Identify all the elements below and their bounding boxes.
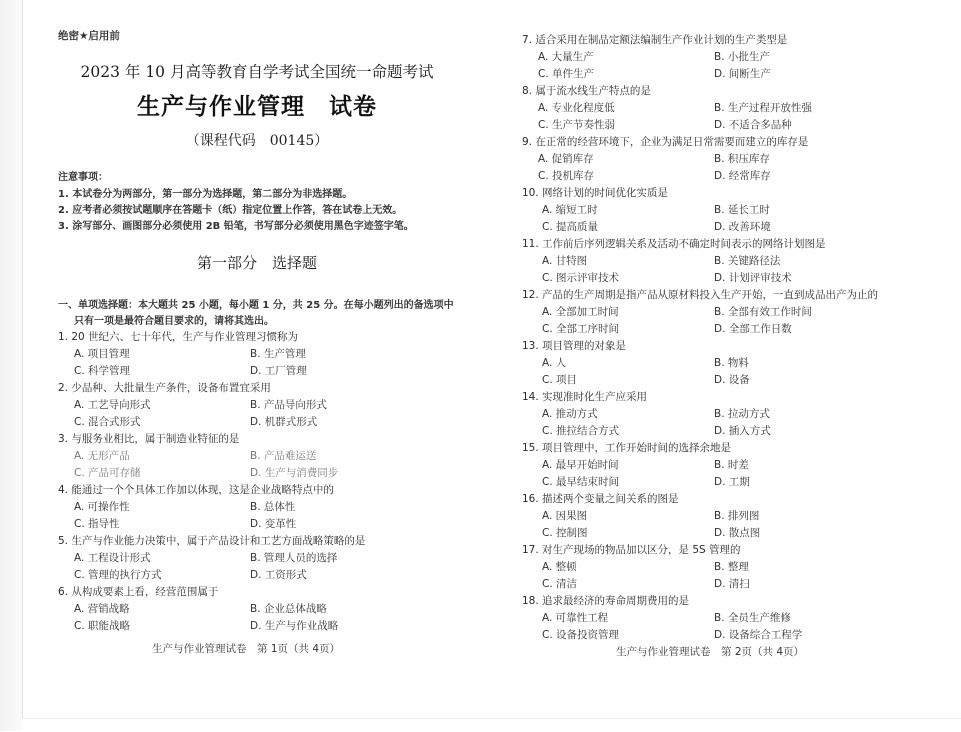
instruction-line: 一、单项选择题：本大题共 25 小题，每小题 1 分，共 25 分。在每小题列出的备选项中 [58,300,454,311]
option-b: B. 总体性 [250,501,296,513]
question-stem: 15. 项目管理中，工作开始时间的选择余地是 [522,442,732,454]
page-footer: 生产与作业管理试卷 第 2页（共 4页） [616,646,805,658]
question-stem: 18. 追求最经济的寿命周期费用的是 [522,595,690,607]
option-b: B. 全员生产维修 [714,612,791,624]
option-b: B. 延长工时 [714,204,770,216]
option-c: C. 产品可存储 [74,467,141,479]
question-stem: 1. 20 世纪六、七十年代，生产与作业管理习惯称为 [58,331,299,343]
option-a: A. 推动方式 [542,408,598,420]
option-d: D. 生产与作业战略 [250,620,339,632]
option-a: A. 营销战略 [74,603,130,615]
option-b: B. 生产管理 [250,348,306,360]
question-stem: 14. 实现准时化生产应采用 [522,391,648,403]
option-a: A. 工艺导向形式 [74,399,151,411]
option-d: D. 工资形式 [250,569,307,581]
option-a: A. 项目管理 [74,348,130,360]
question-stem: 3. 与服务业相比，属于制造业特征的是 [58,433,240,445]
option-b: B. 物料 [714,357,749,369]
note-item: 1. 本试卷分为两部分，第一部分为选择题，第二部分为非选择题。 [58,189,353,200]
option-b: B. 生产过程开放性强 [714,102,812,114]
option-b: B. 全部有效工作时间 [714,306,812,318]
question-stem: 16. 描述两个变量之间关系的图是 [522,493,679,505]
option-a: A. 大量生产 [538,51,594,63]
option-d: D. 清扫 [714,578,750,590]
instruction-line: 只有一项是最符合题目要求的，请将其选出。 [74,316,274,327]
option-a: A. 缩短工时 [542,204,598,216]
exam-page-2 [492,0,961,718]
option-c: C. 提高质量 [542,221,599,233]
option-a: A. 因果图 [542,510,588,522]
option-d: D. 改善环境 [714,221,771,233]
option-c: C. 职能战略 [74,620,131,632]
option-c: C. 最早结束时间 [542,476,620,488]
option-c: C. 管理的执行方式 [74,569,162,581]
option-b: B. 产品导向形式 [250,399,327,411]
option-d: D. 变革性 [250,518,297,530]
question-stem: 12. 产品的生产周期是指产品从原材料投入生产开始，一直到成品出产为止的 [522,289,879,301]
notes-title: 注意事项： [58,172,108,183]
option-d: D. 全部工作日数 [714,323,792,335]
option-b: B. 积压库存 [714,153,770,165]
option-b: B. 关键路径法 [714,255,781,267]
option-d: D. 不适合多品种 [714,119,792,131]
note-item: 2. 应考者必须按试题顺序在答题卡（纸）指定位置上作答，答在试卷上无效。 [58,205,403,216]
option-b: B. 管理人员的选择 [250,552,338,564]
option-d: D. 经常库存 [714,170,771,182]
option-d: D. 工厂管理 [250,365,307,377]
option-c: C. 混合式形式 [74,416,141,428]
option-d: D. 设备 [714,374,750,386]
question-stem: 7. 适合采用在制品定额法编制生产作业计划的生产类型是 [522,34,788,46]
option-a: A. 整顿 [542,561,577,573]
question-stem: 17. 对生产现场的物品加以区分，是 5S 管理的 [522,544,741,556]
option-c: C. 单件生产 [538,68,595,80]
scan-edge-bottom [22,718,961,732]
note-item: 3. 涂写部分、画图部分必须使用 2B 铅笔，书写部分必须使用黑色字迹签字笔。 [58,221,414,232]
question-stem: 6. 从构成要素上看，经营范围属于 [58,586,219,598]
option-b: B. 小批生产 [714,51,770,63]
option-a: A. 可靠性工程 [542,612,609,624]
option-d: D. 散点图 [714,527,761,539]
section-title: 第一部分 选择题 [196,254,317,272]
question-stem: 8. 属于流水线生产特点的是 [522,85,651,97]
option-c: C. 指导性 [74,518,120,530]
option-d: D. 插入方式 [714,425,771,437]
option-d: D. 机群式形式 [250,416,318,428]
question-stem: 9. 在正常的经营环境下，企业为满足日常需要而建立的库存是 [522,136,809,148]
question-stem: 11. 工作前后序列逻辑关系及活动不确定时间表示的网络计划图是 [522,238,826,250]
option-c: C. 生产节奏性弱 [538,119,616,131]
paper-title: 生产与作业管理 试卷 [137,94,377,120]
option-d: D. 设备综合工程学 [714,629,803,641]
option-c: C. 科学管理 [74,365,131,377]
question-stem: 5. 生产与作业能力决策中，属于产品设计和工艺方面战略策略的是 [58,535,366,547]
option-d: D. 工期 [714,476,750,488]
option-c: C. 清洁 [542,578,578,590]
option-a: A. 工程设计形式 [74,552,151,564]
option-c: C. 全部工序时间 [542,323,620,335]
question-stem: 10. 网络计划的时间优化实质是 [522,187,669,199]
option-a: A. 可操作性 [74,501,130,513]
option-a: A. 甘特图 [542,255,588,267]
page-footer: 生产与作业管理试卷 第 1页（共 4页） [152,643,341,655]
option-a: A. 人 [542,357,567,369]
option-b: B. 时差 [714,459,749,471]
option-c: C. 控制图 [542,527,588,539]
scan-edge-left [0,0,23,731]
option-a: A. 无形产品 [74,450,130,462]
option-a: A. 促销库存 [538,153,594,165]
option-b: B. 整理 [714,561,749,573]
exam-page-1 [22,0,492,718]
option-a: A. 专业化程度低 [538,102,615,114]
option-b: B. 排列图 [714,510,760,522]
course-code: （课程代码 00145） [185,133,329,149]
option-a: A. 最早开始时间 [542,459,619,471]
question-stem: 2. 少品种、大批量生产条件，设备布置宜采用 [58,382,271,394]
confidential-label: 绝密★启用前 [58,30,120,42]
option-d: D. 计划评审技术 [714,272,792,284]
option-c: C. 项目 [542,374,578,386]
option-b: B. 拉动方式 [714,408,770,420]
option-c: C. 推拉结合方式 [542,425,620,437]
option-b: B. 企业总体战略 [250,603,327,615]
option-c: C. 设备投资管理 [542,629,620,641]
option-d: D. 间断生产 [714,68,771,80]
question-stem: 4. 能通过一个个具体工作加以体现，这是企业战略特点中的 [58,484,334,496]
exam-title: 2023 年 10 月高等教育自学考试全国统一命题考试 [80,63,434,81]
option-c: C. 投机库存 [538,170,595,182]
question-stem: 13. 项目管理的对象是 [522,340,627,352]
option-c: C. 图示评审技术 [542,272,620,284]
option-d: D. 生产与消费同步 [250,467,339,479]
option-a: A. 全部加工时间 [542,306,619,318]
option-b: B. 产品难运送 [250,450,317,462]
